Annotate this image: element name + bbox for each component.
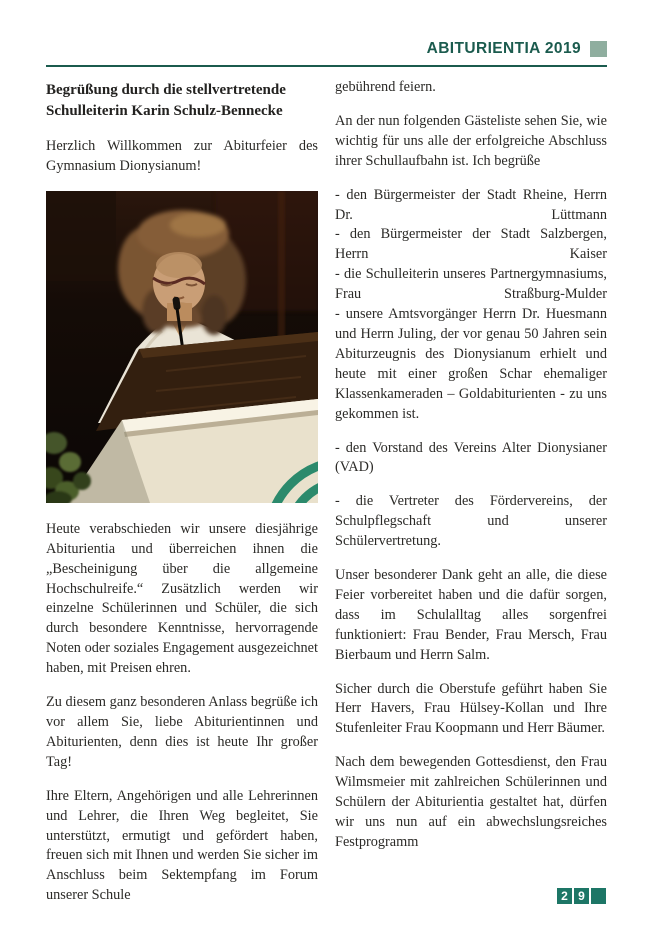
guest-list-item: - den Bürgermeister der Stadt Rheine, Herrn Dr. Lüttmann	[335, 186, 607, 223]
speaker-photo-graphic	[46, 191, 318, 503]
page-digit: 2	[557, 888, 572, 904]
header-rule	[46, 65, 607, 67]
paragraph: Unser besonderer Dank geht an alle, die diese Feier vorbereitet haben und die dafür sorgen, dass im Schulalltag alles sorgenfrei funktioniert: Frau Bender, Frau Mersch, Frau Bierbaum und Herrn Salm.	[335, 567, 607, 663]
paragraph: - den Vorstand des Vereins Alter Dionysianer (VAD)	[335, 439, 607, 476]
paragraph: An der nun folgenden Gästeliste sehen Sie, wie wichtig für uns alle der erfolgreiche Abschluss ihrer Schullaufbahn ist. Ich begrüße	[335, 112, 607, 169]
guest-list-item: - unsere Amtsvorgänger Herrn Dr. Huesmann und Herrn Juling, der vor genau 50 Jahren sein Abiturzeugnis des Dionysianum erhielt und heute mit einer großen Schar ehemaliger Klassenkameraden – Goldabiturienten - zu uns gekommen ist.	[335, 306, 607, 422]
page-digit: 9	[574, 888, 589, 904]
paragraph: Herzlich Willkommen zur Abiturfeier des Gymnasium Dionysianum!	[46, 138, 318, 174]
masthead-square-icon	[590, 41, 607, 57]
paragraph: - die Vertreter des Fördervereins, der Schulpflegschaft und unserer Schülervertretung.	[335, 493, 607, 550]
paragraph: gebührend feiern.	[335, 79, 436, 95]
masthead-title: ABITURIENTIA 2019	[426, 40, 581, 57]
guest-list-item: - den Bürgermeister der Stadt Salzbergen, Herrn Kaiser	[335, 226, 607, 263]
speaker-photo	[46, 191, 318, 503]
paragraph: Sicher durch die Oberstufe geführt haben Sie Herr Havers, Frau Hülsey-Kollan und Ihre Stufenleiter Frau Koopmann und Herr Bäumer.	[335, 680, 607, 737]
left-column	[46, 78, 318, 920]
page-marker-square-icon	[591, 888, 606, 904]
paragraph: Ihre Eltern, Angehörigen und alle Lehrerinnen und Lehrer, die Ihren Weg begleitet, Sie unterstützt, ermutigt und gefördert haben, freuen sich mit Ihnen und werden Sie sicher im Anschluss beim Sektempfang im Forum unserer Schule	[46, 787, 318, 904]
article-heading: Begrüßung durch die stellvertretende Schulleiterin Karin Schulz-Bennecke	[46, 82, 286, 119]
right-column	[335, 78, 607, 920]
guest-list-item: - die Schulleiterin unseres Partnergymnasiums, Frau Straßburg-Mulder	[335, 266, 607, 303]
page-number	[557, 888, 606, 904]
paragraph: Heute verabschieden wir unsere diesjährige Abiturientia und überreichen ihnen die „Bescheinigung über die allgemeine Hochschulreife.“ Zusätzlich werden wir einzelne Schülerinnen und Schüler, die sich durch besondere Kenntnisse, hervorragende Noten oder soziales Engagement ausgezeichnet haben, mit Preisen ehren.	[46, 520, 318, 677]
paragraph: Zu diesem ganz besonderen Anlass begrüße ich vor allem Sie, liebe Abiturientinnen und Abiturienten, denn dies ist heute Ihr großer Tag!	[46, 694, 318, 770]
paragraph: Nach dem bewegenden Gottesdienst, den Frau Wilmsmeier mit zahlreichen Schülerinnen und Schülern der Abiturientia gestaltet hat, dürfen wir uns nun auf ein abwechslungsreiches Festprogramm	[335, 754, 607, 850]
masthead	[46, 40, 607, 58]
article-body	[46, 78, 607, 920]
guest-list	[335, 186, 607, 425]
